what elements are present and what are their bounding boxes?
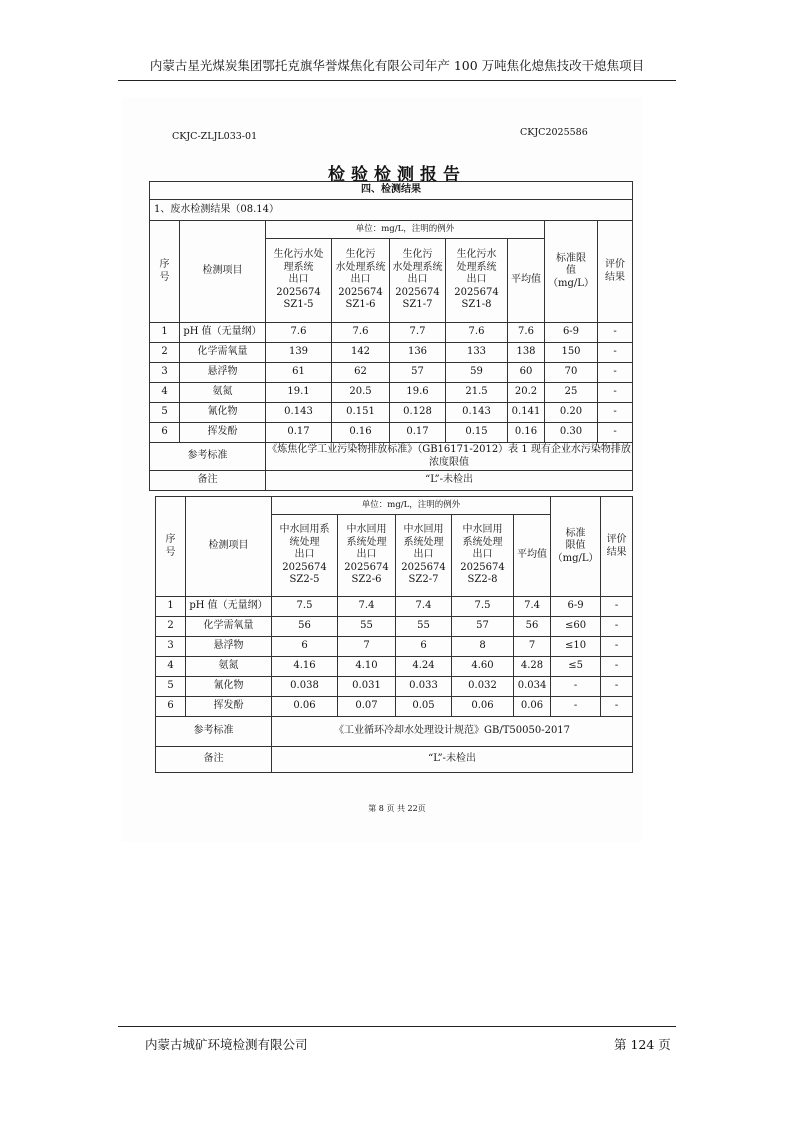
cell: 57 <box>390 363 446 383</box>
cell: 6 <box>396 637 452 657</box>
cell: 139 <box>266 343 332 363</box>
cell: 7.6 <box>332 323 390 343</box>
cell: 7.6 <box>446 323 508 343</box>
header-line: 2025674 <box>282 561 327 573</box>
header-line: 出口 <box>350 274 371 286</box>
cell: 62 <box>332 363 390 383</box>
cell: 7 <box>514 637 551 657</box>
cell: 7.4 <box>396 597 452 617</box>
cell: 7 <box>338 637 396 657</box>
cell: 7.4 <box>338 597 396 617</box>
cell: 0.20 <box>545 403 598 423</box>
cell: 0.07 <box>338 697 396 717</box>
header-line: 出口 <box>288 274 309 286</box>
cell: 0.30 <box>545 423 598 443</box>
cell: 0.05 <box>396 697 452 717</box>
cell: ≤60 <box>551 617 601 637</box>
item-header: 检测项目 <box>180 221 266 323</box>
cell: 化学需氧量 <box>180 343 266 363</box>
header-line: SZ2-5 <box>289 574 320 586</box>
header-line: （mg/L） <box>552 552 599 564</box>
cell: 6 <box>156 697 186 717</box>
header-line: 出口 <box>472 549 493 561</box>
cell: 0.128 <box>390 403 446 423</box>
header-line: 评价 <box>605 259 626 270</box>
sample-header <box>332 239 390 323</box>
table-row <box>150 423 633 443</box>
cell: - <box>598 423 633 443</box>
standard-header <box>545 221 598 323</box>
header-line: 中水回用 <box>346 524 387 536</box>
cell: 0.038 <box>272 677 338 697</box>
cell: - <box>551 677 601 697</box>
cell: 19.6 <box>390 383 446 403</box>
sample-header <box>390 239 446 323</box>
cell: 7.6 <box>266 323 332 343</box>
cell: pH 值（无量纲） <box>180 323 266 343</box>
cell: 0.033 <box>396 677 452 697</box>
cell: 4.28 <box>514 657 551 677</box>
cell: 7.5 <box>272 597 338 617</box>
header-line: SZ2-6 <box>351 574 382 586</box>
header-line: 系统处理 <box>346 536 387 548</box>
cell: 138 <box>508 343 545 363</box>
sample-header <box>266 239 332 323</box>
cell: 7.7 <box>390 323 446 343</box>
header-line: 水处理系统 <box>335 261 386 273</box>
table-row <box>156 697 633 717</box>
table-row <box>156 657 633 677</box>
seq-header: 序号 <box>156 497 186 597</box>
cell: 6-9 <box>551 597 601 617</box>
header-line: 评价 <box>606 534 627 545</box>
header-line: 生化污水处 <box>273 249 324 261</box>
cell: 0.151 <box>332 403 390 423</box>
cell: 55 <box>338 617 396 637</box>
cell: 55 <box>396 617 452 637</box>
table-row <box>150 343 633 363</box>
header-line: 系统处理 <box>403 536 444 548</box>
cell: 5 <box>156 677 186 697</box>
average-header: 平均值 <box>514 515 551 597</box>
cell: - <box>601 657 633 677</box>
header-line: 2025674 <box>401 561 446 573</box>
sample-header <box>272 515 338 597</box>
footer-rule <box>118 1026 676 1027</box>
evaluation-header <box>598 221 633 323</box>
sample-header <box>396 515 452 597</box>
cell: 56 <box>272 617 338 637</box>
cell: 氨氮 <box>186 657 272 677</box>
cell: 悬浮物 <box>186 637 272 657</box>
cell: - <box>601 617 633 637</box>
page-header: 内蒙古星光煤炭集团鄂托克旗华誉煤焦化有限公司年产 100 万吨焦化熄焦技改干熄焦项目 <box>149 58 645 73</box>
cell: 挥发酚 <box>186 697 272 717</box>
seq-header: 序号 <box>150 221 180 323</box>
cell: 3 <box>156 637 186 657</box>
wastewater-results-table-2 <box>155 496 633 773</box>
unit-note: 单位：mg/L，注明的例外 <box>272 497 551 515</box>
cell: 氰化物 <box>186 677 272 697</box>
cell: 1 <box>150 323 180 343</box>
header-line: 2025674 <box>460 561 505 573</box>
reference-label-text: 参考标准 <box>187 450 228 462</box>
header-line: 水处理系统 <box>392 261 443 273</box>
cell: 142 <box>332 343 390 363</box>
cell: 0.143 <box>446 403 508 423</box>
cell: 0.034 <box>514 677 551 697</box>
cell: 7.5 <box>452 597 514 617</box>
cell: 化学需氧量 <box>186 617 272 637</box>
cell: 25 <box>545 383 598 403</box>
header-line: 2025674 <box>276 286 321 298</box>
report-number: CKJC2025586 <box>520 127 588 138</box>
header-line: 标准 <box>565 527 586 539</box>
cell: - <box>598 363 633 383</box>
sample-header <box>452 515 514 597</box>
inner-page-number: 第 8 页 共 22页 <box>368 804 426 813</box>
header-line: 结果 <box>606 546 627 558</box>
report-title: 检验检测报告 <box>328 165 466 185</box>
header-line: 处理系统 <box>456 261 497 273</box>
cell: 56 <box>514 617 551 637</box>
cell: 0.032 <box>452 677 514 697</box>
reference-label <box>150 443 266 471</box>
cell: 1 <box>156 597 186 617</box>
cell: 4 <box>150 383 180 403</box>
header-line: SZ1-8 <box>461 299 492 311</box>
table-row <box>156 677 633 697</box>
cell: 0.06 <box>452 697 514 717</box>
item-header: 检测项目 <box>186 497 272 597</box>
cell: pH 值（无量纲） <box>186 597 272 617</box>
cell: - <box>601 597 633 617</box>
header-line: （mg/L） <box>548 277 594 289</box>
cell: 20.2 <box>508 383 545 403</box>
header-line: 值 <box>566 265 576 277</box>
reference-label <box>156 717 272 747</box>
cell: 挥发酚 <box>180 423 266 443</box>
form-code: CKJC-ZLJL033-01 <box>172 131 258 142</box>
cell: 4.10 <box>338 657 396 677</box>
cell: 21.5 <box>446 383 508 403</box>
wastewater-results-table-1 <box>149 181 633 491</box>
header-line: 2025674 <box>395 286 440 298</box>
header-line: 出口 <box>413 549 434 561</box>
cell: 0.06 <box>272 697 338 717</box>
header-line: 限值 <box>565 540 586 552</box>
cell: 20.5 <box>332 383 390 403</box>
cell: 悬浮物 <box>180 363 266 383</box>
cell: 0.031 <box>338 677 396 697</box>
header-line: 生化污水 <box>456 249 497 261</box>
cell: 0.06 <box>514 697 551 717</box>
cell: 7.4 <box>514 597 551 617</box>
cell: 5 <box>150 403 180 423</box>
cell: 4 <box>156 657 186 677</box>
header-line: SZ2-7 <box>408 574 439 586</box>
header-line: 统处理 <box>289 536 320 548</box>
reference-standard: 《炼焦化学工业污染物排放标准》（GB16171-2012）表 1 现有企业水污染物排放浓度限值 <box>266 443 633 471</box>
standard-header <box>551 497 601 597</box>
header-line: 出口 <box>356 549 377 561</box>
cell: 2 <box>156 617 186 637</box>
sample-header <box>446 239 508 323</box>
cell: - <box>601 677 633 697</box>
header-line: SZ1-7 <box>402 299 433 311</box>
cell: 3 <box>150 363 180 383</box>
cell: 59 <box>446 363 508 383</box>
header-line: 生化污 <box>402 249 433 261</box>
cell: 0.16 <box>508 423 545 443</box>
cell: 0.16 <box>332 423 390 443</box>
header-line: 出口 <box>466 274 487 286</box>
cell: 6 <box>150 423 180 443</box>
header-line: 系统处理 <box>462 536 503 548</box>
cell: 7.6 <box>508 323 545 343</box>
header-line: SZ1-5 <box>283 299 314 311</box>
header-line: 结果 <box>605 271 626 283</box>
cell: - <box>601 637 633 657</box>
header-line: 中水回用 <box>403 524 444 536</box>
header-line: 中水回用系 <box>279 524 330 536</box>
table-row <box>150 323 633 343</box>
cell: - <box>598 323 633 343</box>
cell: ≤5 <box>551 657 601 677</box>
cell: 2 <box>150 343 180 363</box>
cell: 150 <box>545 343 598 363</box>
evaluation-header <box>601 497 633 597</box>
cell: 0.17 <box>266 423 332 443</box>
cell: - <box>598 383 633 403</box>
cell: 60 <box>508 363 545 383</box>
cell: ≤10 <box>551 637 601 657</box>
note-label: 备注 <box>150 471 266 491</box>
cell: 57 <box>452 617 514 637</box>
cell: 0.143 <box>266 403 332 423</box>
cell: - <box>598 403 633 423</box>
sample-header <box>338 515 396 597</box>
note-label: 备注 <box>156 747 272 773</box>
unit-note: 单位：mg/L，注明的例外 <box>266 221 545 239</box>
reference-label-text: 参考标准 <box>193 725 234 737</box>
footer-page-number: 第 124 页 <box>614 1037 671 1052</box>
average-header: 平均值 <box>508 239 545 323</box>
header-line: 中水回用 <box>462 524 503 536</box>
footer-company: 内蒙古城矿环境检测有限公司 <box>145 1037 308 1052</box>
cell: 70 <box>545 363 598 383</box>
cell: 4.16 <box>272 657 338 677</box>
cell: - <box>601 697 633 717</box>
table-row <box>150 403 633 423</box>
cell: 氨氮 <box>180 383 266 403</box>
header-line: 出口 <box>407 274 428 286</box>
note-text: “L”-未检出 <box>266 471 633 491</box>
header-line: 2025674 <box>454 286 499 298</box>
header-line: 2025674 <box>338 286 383 298</box>
note-text: “L”-未检出 <box>272 747 633 773</box>
header-line: SZ2-8 <box>467 574 498 586</box>
table-row <box>156 617 633 637</box>
header-line: 出口 <box>294 549 315 561</box>
header-line: 理系统 <box>283 261 314 273</box>
cell: 6 <box>272 637 338 657</box>
cell: 0.17 <box>390 423 446 443</box>
table-row <box>156 597 633 617</box>
table-row <box>150 383 633 403</box>
header-rule <box>118 80 676 81</box>
cell: 0.15 <box>446 423 508 443</box>
cell: 氰化物 <box>180 403 266 423</box>
subsection-title: 1、废水检测结果（08.14） <box>150 200 633 221</box>
cell: 4.60 <box>452 657 514 677</box>
reference-standard: 《工业循环冷却水处理设计规范》GB/T50050-2017 <box>272 717 633 747</box>
table-row <box>150 363 633 383</box>
header-line: 2025674 <box>344 561 389 573</box>
cell: 4.24 <box>396 657 452 677</box>
header-line: 生化污 <box>345 249 376 261</box>
header-line: 标准限 <box>556 252 586 264</box>
cell: 133 <box>446 343 508 363</box>
cell: 8 <box>452 637 514 657</box>
cell: 61 <box>266 363 332 383</box>
cell: 6-9 <box>545 323 598 343</box>
cell: 136 <box>390 343 446 363</box>
table-row <box>156 637 633 657</box>
section-title: 四、检测结果 <box>150 182 633 200</box>
cell: - <box>551 697 601 717</box>
cell: 19.1 <box>266 383 332 403</box>
cell: - <box>598 343 633 363</box>
header-line: SZ1-6 <box>345 299 376 311</box>
cell: 0.141 <box>508 403 545 423</box>
